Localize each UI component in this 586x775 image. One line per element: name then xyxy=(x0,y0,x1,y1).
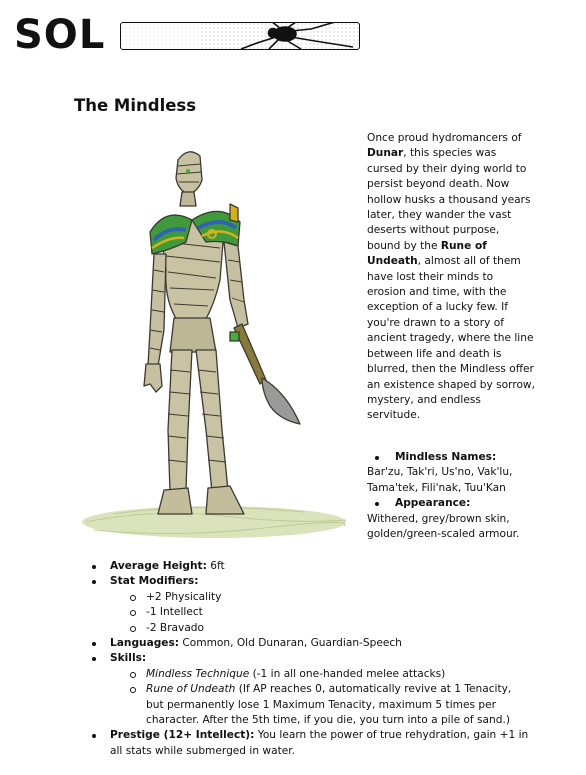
mindless-illustration xyxy=(74,130,356,548)
names-value: Bar'zu, Tak'ri, Us'no, Vak'lu, Tama'tek, Fili'nak, Tuu'Kan xyxy=(367,466,513,494)
intro-dunar: Dunar xyxy=(367,147,404,160)
intro-rune: Rune of Undeath xyxy=(367,239,487,268)
page-title: The Mindless xyxy=(74,96,197,115)
skill-item: Mindless Technique (-1 in all one-handed melee attacks) xyxy=(89,667,529,682)
mummy-figure xyxy=(144,152,300,514)
bullet-icon xyxy=(375,502,379,506)
hollow-bullet-icon xyxy=(130,610,136,616)
trait-stat-modifiers: Stat Modifiers: xyxy=(89,574,529,589)
stat-item: -1 Intellect xyxy=(89,605,529,620)
bullet-icon xyxy=(92,734,96,738)
names-heading: Mindless Names: xyxy=(367,450,537,465)
header-banner xyxy=(120,22,360,50)
traits-list xyxy=(89,559,529,759)
intro-text-2: , this species was cursed by their dying world to persist beyond death. Now hollow husks a thousand years later, they wander the vast deserts without purpose, bound by the xyxy=(367,147,531,252)
stat-item: -2 Bravado xyxy=(89,621,529,636)
bullet-icon xyxy=(92,565,96,569)
trait-skills: Skills: xyxy=(89,651,529,666)
bullet-icon xyxy=(375,456,379,460)
intro-text-1: Once proud hydromancers of xyxy=(367,132,522,144)
bullet-icon xyxy=(92,580,96,584)
appearance-heading: Appearance: xyxy=(367,496,537,511)
intro-text-3: , almost all of them have lost their minds to erosion and time, with the exception of a lucky few. If you're drawn to a story of ancient tragedy, where the line between life and death is blurred, then the Mindless offer an existence shaped by sorrow, mystery, and endless servitude. xyxy=(367,255,535,422)
trait-prestige: Prestige (12+ Intellect): You learn the power of true rehydration, gain +1 in all stats while submerged in water. xyxy=(89,728,529,759)
spider-banner-art xyxy=(121,23,359,49)
hollow-bullet-icon xyxy=(130,626,136,632)
trait-languages: Languages: Common, Old Dunaran, Guardian-Speech xyxy=(89,636,529,651)
intro-paragraph xyxy=(367,131,535,424)
names-appearance-list xyxy=(367,450,537,542)
bullet-icon xyxy=(92,657,96,661)
page-header xyxy=(14,8,360,58)
appearance-value: Withered, grey/brown skin, golden/green-scaled armour. xyxy=(367,512,520,541)
trait-height: Average Height: 6ft xyxy=(89,559,529,574)
hollow-bullet-icon xyxy=(130,687,136,693)
skill-item: Rune of Undeath (If AP reaches 0, automatically revive at 1 Tenacity, but permanently lose 1 Maximum Tenacity, maximum 5 times per character. After the 5th time, if you die, you turn into a pile of sand.) xyxy=(89,682,529,728)
stat-item: +2 Physicality xyxy=(89,590,529,605)
hollow-bullet-icon xyxy=(130,672,136,678)
sol-logo: SOL xyxy=(14,12,106,58)
hollow-bullet-icon xyxy=(130,595,136,601)
bullet-icon xyxy=(92,642,96,646)
